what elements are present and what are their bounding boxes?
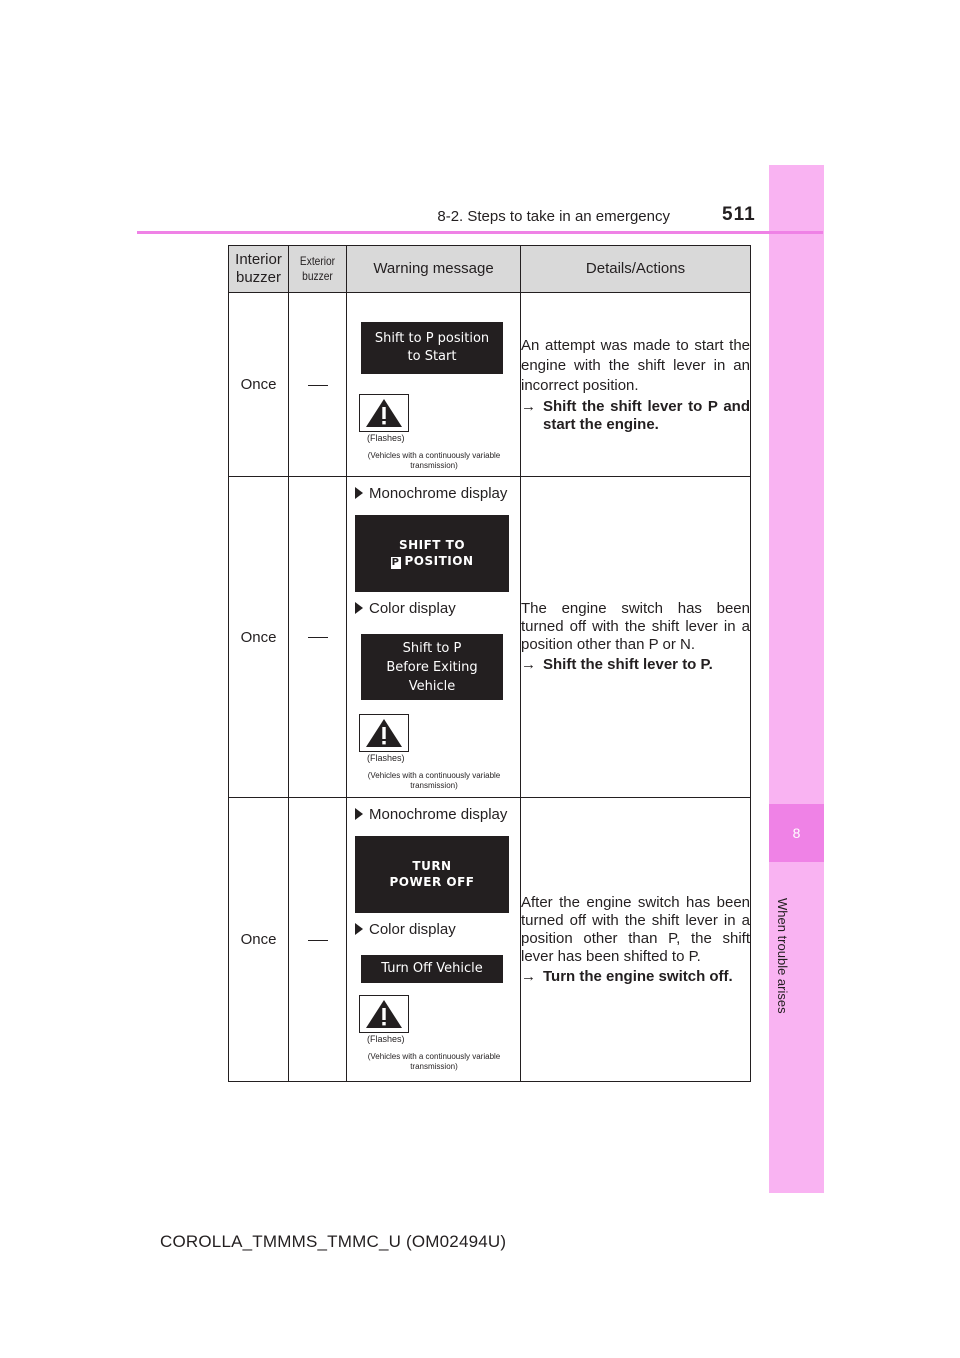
table-row — [229, 477, 751, 798]
page-number: 511 — [722, 204, 756, 225]
warning-table — [228, 245, 751, 1082]
panel-line: SHIFT TO — [398, 538, 466, 552]
warning-message-cell — [347, 293, 521, 477]
panel-line: to Start — [407, 349, 457, 364]
detail-text: After the engine switch has been turned off with the shift lever in a position other than P, the shift lever has been shifted to P. — [521, 893, 750, 965]
panel-line: P POSITION — [391, 554, 474, 568]
action-text: Turn the engine switch off. — [543, 967, 733, 985]
cvt-note: (Vehicles with a continuously variable transmission) — [367, 1052, 501, 1071]
side-tab — [769, 165, 824, 1193]
panel-line: Turn Off Vehicle — [381, 961, 483, 976]
action-item — [521, 398, 750, 434]
interior-buzzer-cell: Once — [229, 798, 289, 1082]
dash-mark — [308, 637, 328, 638]
color-display-heading: Color display — [355, 598, 520, 618]
header-warning-message: Warning message — [347, 246, 521, 293]
table-row — [229, 798, 751, 1082]
color-display-panel — [361, 955, 503, 983]
bullet-arrow-icon — [355, 923, 363, 935]
monochrome-display-panel — [355, 515, 509, 592]
warning-message-cell — [347, 798, 521, 1082]
cvt-note: (Vehicles with a continuously variable transmission) — [367, 771, 501, 790]
monochrome-display-heading: Monochrome display — [355, 804, 520, 824]
color-display-panel — [361, 634, 503, 700]
detail-text: The engine switch has been turned off with the shift lever in a position other than P or N. — [521, 600, 750, 653]
p-position-icon: P — [391, 557, 400, 568]
chapter-number: 8 — [769, 804, 824, 862]
warning-message-cell — [347, 477, 521, 798]
header-rule — [137, 231, 823, 234]
footer-model-code: COROLLA_TMMMS_TMMC_U (OM02494U) — [160, 1232, 507, 1251]
warning-triangle-icon — [359, 995, 409, 1033]
color-display-heading: Color display — [355, 919, 520, 939]
warning-triangle-icon — [359, 394, 409, 432]
arrow-icon: → — [521, 656, 536, 673]
header-details-actions: Details/Actions — [521, 246, 751, 293]
arrow-icon: → — [521, 967, 536, 985]
action-text: Shift the shift lever to P and start the engine. — [543, 397, 750, 433]
flashes-caption: (Flashes) — [367, 433, 405, 443]
details-cell — [521, 477, 751, 798]
exterior-buzzer-cell — [289, 293, 347, 477]
chapter-label: When trouble arises — [775, 898, 790, 1014]
panel-line: Before Exiting — [386, 660, 478, 675]
exterior-buzzer-cell — [289, 798, 347, 1082]
interior-buzzer-cell: Once — [229, 477, 289, 798]
action-item — [521, 656, 750, 674]
detail-text: An attempt was made to start the engine with the shift lever in an incorrect position. — [521, 336, 750, 394]
action-item — [521, 968, 750, 986]
interior-buzzer-cell: Once — [229, 293, 289, 477]
details-cell — [521, 293, 751, 477]
header-interior-buzzer: Interior buzzer — [229, 246, 289, 293]
warning-display-panel — [361, 322, 503, 374]
exterior-buzzer-cell — [289, 477, 347, 798]
warning-triangle-icon — [359, 714, 409, 752]
arrow-icon: → — [521, 397, 536, 415]
cvt-note: (Vehicles with a continuously variable transmission) — [367, 451, 501, 470]
panel-line: POWER OFF — [389, 875, 475, 889]
dash-mark — [308, 940, 328, 941]
table-header-row — [229, 246, 751, 293]
flashes-caption: (Flashes) — [367, 1034, 405, 1044]
bullet-arrow-icon — [355, 602, 363, 614]
monochrome-display-panel — [355, 836, 509, 913]
bullet-arrow-icon — [355, 487, 363, 499]
table-row — [229, 293, 751, 477]
panel-line: Vehicle — [408, 679, 456, 694]
monochrome-display-heading: Monochrome display — [355, 483, 520, 503]
details-cell — [521, 798, 751, 1082]
header-exterior-buzzer: Exterior buzzer — [289, 246, 347, 293]
panel-line: Shift to P position — [374, 331, 490, 346]
action-text: Shift the shift lever to P. — [543, 656, 713, 673]
bullet-arrow-icon — [355, 808, 363, 820]
section-title: 8-2. Steps to take in an emergency — [437, 208, 670, 225]
flashes-caption: (Flashes) — [367, 753, 405, 763]
panel-line: Shift to P — [402, 641, 462, 656]
dash-mark — [308, 385, 328, 386]
panel-line: TURN — [412, 859, 452, 873]
